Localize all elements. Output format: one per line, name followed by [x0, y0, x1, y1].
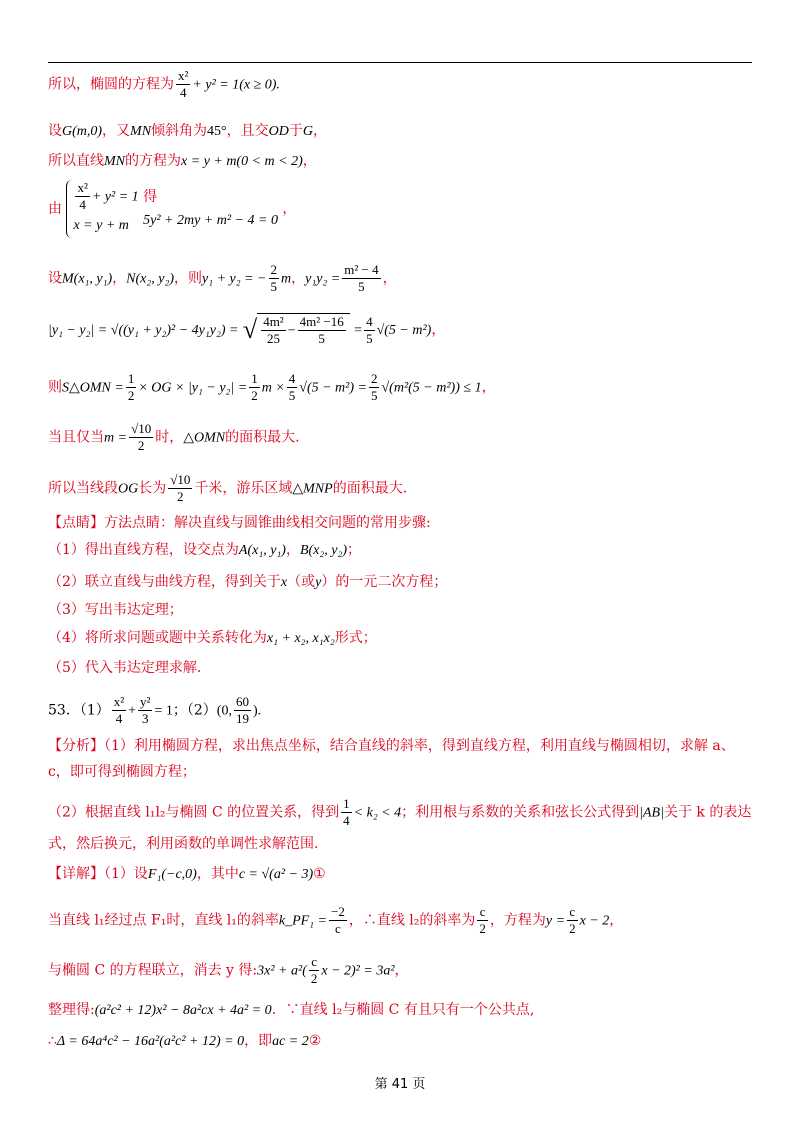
line-equality-case: 当且仅当m = $\frac{√10}{2}$ 时，△OMN的面积最大.	[48, 421, 300, 453]
fraction: $\frac{\text{x²}}{4}$	[178, 68, 189, 100]
line-answer-53: 53．（1） $\frac{\text{x²}}{4}$ + $\frac{\text{y²}}{3}$ = 1；（2）(0, $\frac{60}{19}$ ).	[48, 694, 262, 726]
line-step-4: （4）将所求问题或题中关系转化为x₁ + x₂, x₁x₂形式；	[48, 630, 377, 646]
line-MN-equation: 所以直线MN的方程为x = y + m(0 < m < 2)，	[48, 153, 317, 169]
line-detail-5: ∴Δ = 64a⁴c² − 16a²(a²c² + 12) = 0，即ac = 2②	[48, 1033, 322, 1049]
line-system: 由 $\frac{\text{x²}}{4}$ + y² = 1 x = y + m 得 5y² + 2my + m² − 4 = 0 ，	[48, 180, 296, 238]
page-number: 第 41 页	[374, 1077, 426, 1092]
line-vieta: 设M(x₁, y₁)，N(x₂, y₂)，则y₁ + y₂ = − $\frac{2}{5}$ m，y₁y₂ = $\frac{\text{m² − 4}}{5}$ ，	[48, 262, 397, 294]
line-set-G: 设G(m,0)，又MN倾斜角为45°，且交OD于G，	[48, 123, 328, 139]
line-area: 则S△OMN = $\frac{1}{2}$ × OG × |y₁ − y₂| = $\frac{1}{2}$ m × $\frac{4}{5}$ √(5 − m²) = $\frac{2}{5}$ √(m²(5 − m²)) ≤ 1，	[48, 371, 496, 403]
line-step-3: （3）写出韦达定理；	[48, 602, 183, 618]
line-step-2: （2）联立直线与曲线方程，得到关于x（或y）的一元二次方程；	[48, 574, 448, 590]
line-ellipse-equation: 所以，椭圆的方程为 $\frac{\text{x²}}{4}$ + y² = 1(x ≥ 0).	[48, 68, 280, 100]
line-analysis-2: c，即可得到椭圆方程；	[48, 764, 196, 780]
line-detail-2: 当直线 l₁经过点 F₁时，直线 l₁的斜率k_PF₁ = $\frac{-2}{c}$ ，∴直线 l₂的斜率为 $\frac{c}{2}$ ，方程为y = $\frac{c}{2}$ x − 2，	[48, 904, 624, 936]
line-abs-diff: |y₁ − y₂| = √((y₁ + y₂)² − 4y₁y₂) = √ $\frac{\text{4m²}}{25}$ − $\frac{\text{4m² −16}}{5}$ = $\frac{4}{5}$ √(5 − m²)，	[48, 313, 446, 346]
line-step-1: （1）得出直线方程，设交点为A(x₁, y₁)，B(x₂, y₂)；	[48, 542, 362, 558]
header-rule	[48, 62, 752, 63]
line-analysis-1: 【分析】（1）利用椭圆方程，求出焦点坐标，结合直线的斜率，得到直线方程，利用直线与椭圆相切，求解 a、	[48, 738, 735, 754]
line-analysis-4: 式，然后换元，利用函数的单调性求解范围.	[48, 836, 319, 852]
line-step-5: （5）代入韦达定理求解.	[48, 660, 202, 676]
line-analysis-3: （2）根据直线 l₁l₂与椭圆 C 的位置关系，得到 $\frac{1}{4}$ < k₂ < 4；利用根与系数的关系和弦长公式得到|AB|关于 k 的表达	[48, 796, 752, 828]
line-tip-heading: 【点睛】方法点睛：解决直线与圆锥曲线相交问题的常用步骤:	[48, 515, 431, 531]
equation-system: $\frac{\text{x²}}{4}$ + y² = 1 x = y + m	[66, 180, 138, 238]
line-detail-3: 与椭圆 C 的方程联立，消去 y 得:3x² + a²( $\frac{c}{2}$ x − 2)² = 3a²，	[48, 954, 409, 986]
line-detail-1: 【详解】（1）设F₁(−c,0)，其中c = √(a² − 3)①	[48, 866, 326, 882]
line-detail-4: 整理得:(a²c² + 12)x² − 8a²cx + 4a² = 0．∵直线 l₂与椭圆 C 有且只有一个公共点,	[48, 1002, 535, 1018]
line-conclusion: 所以当线段OG长为 $\frac{√10}{2}$ 千米，游乐区域△MNP的面积最大.	[48, 472, 408, 504]
